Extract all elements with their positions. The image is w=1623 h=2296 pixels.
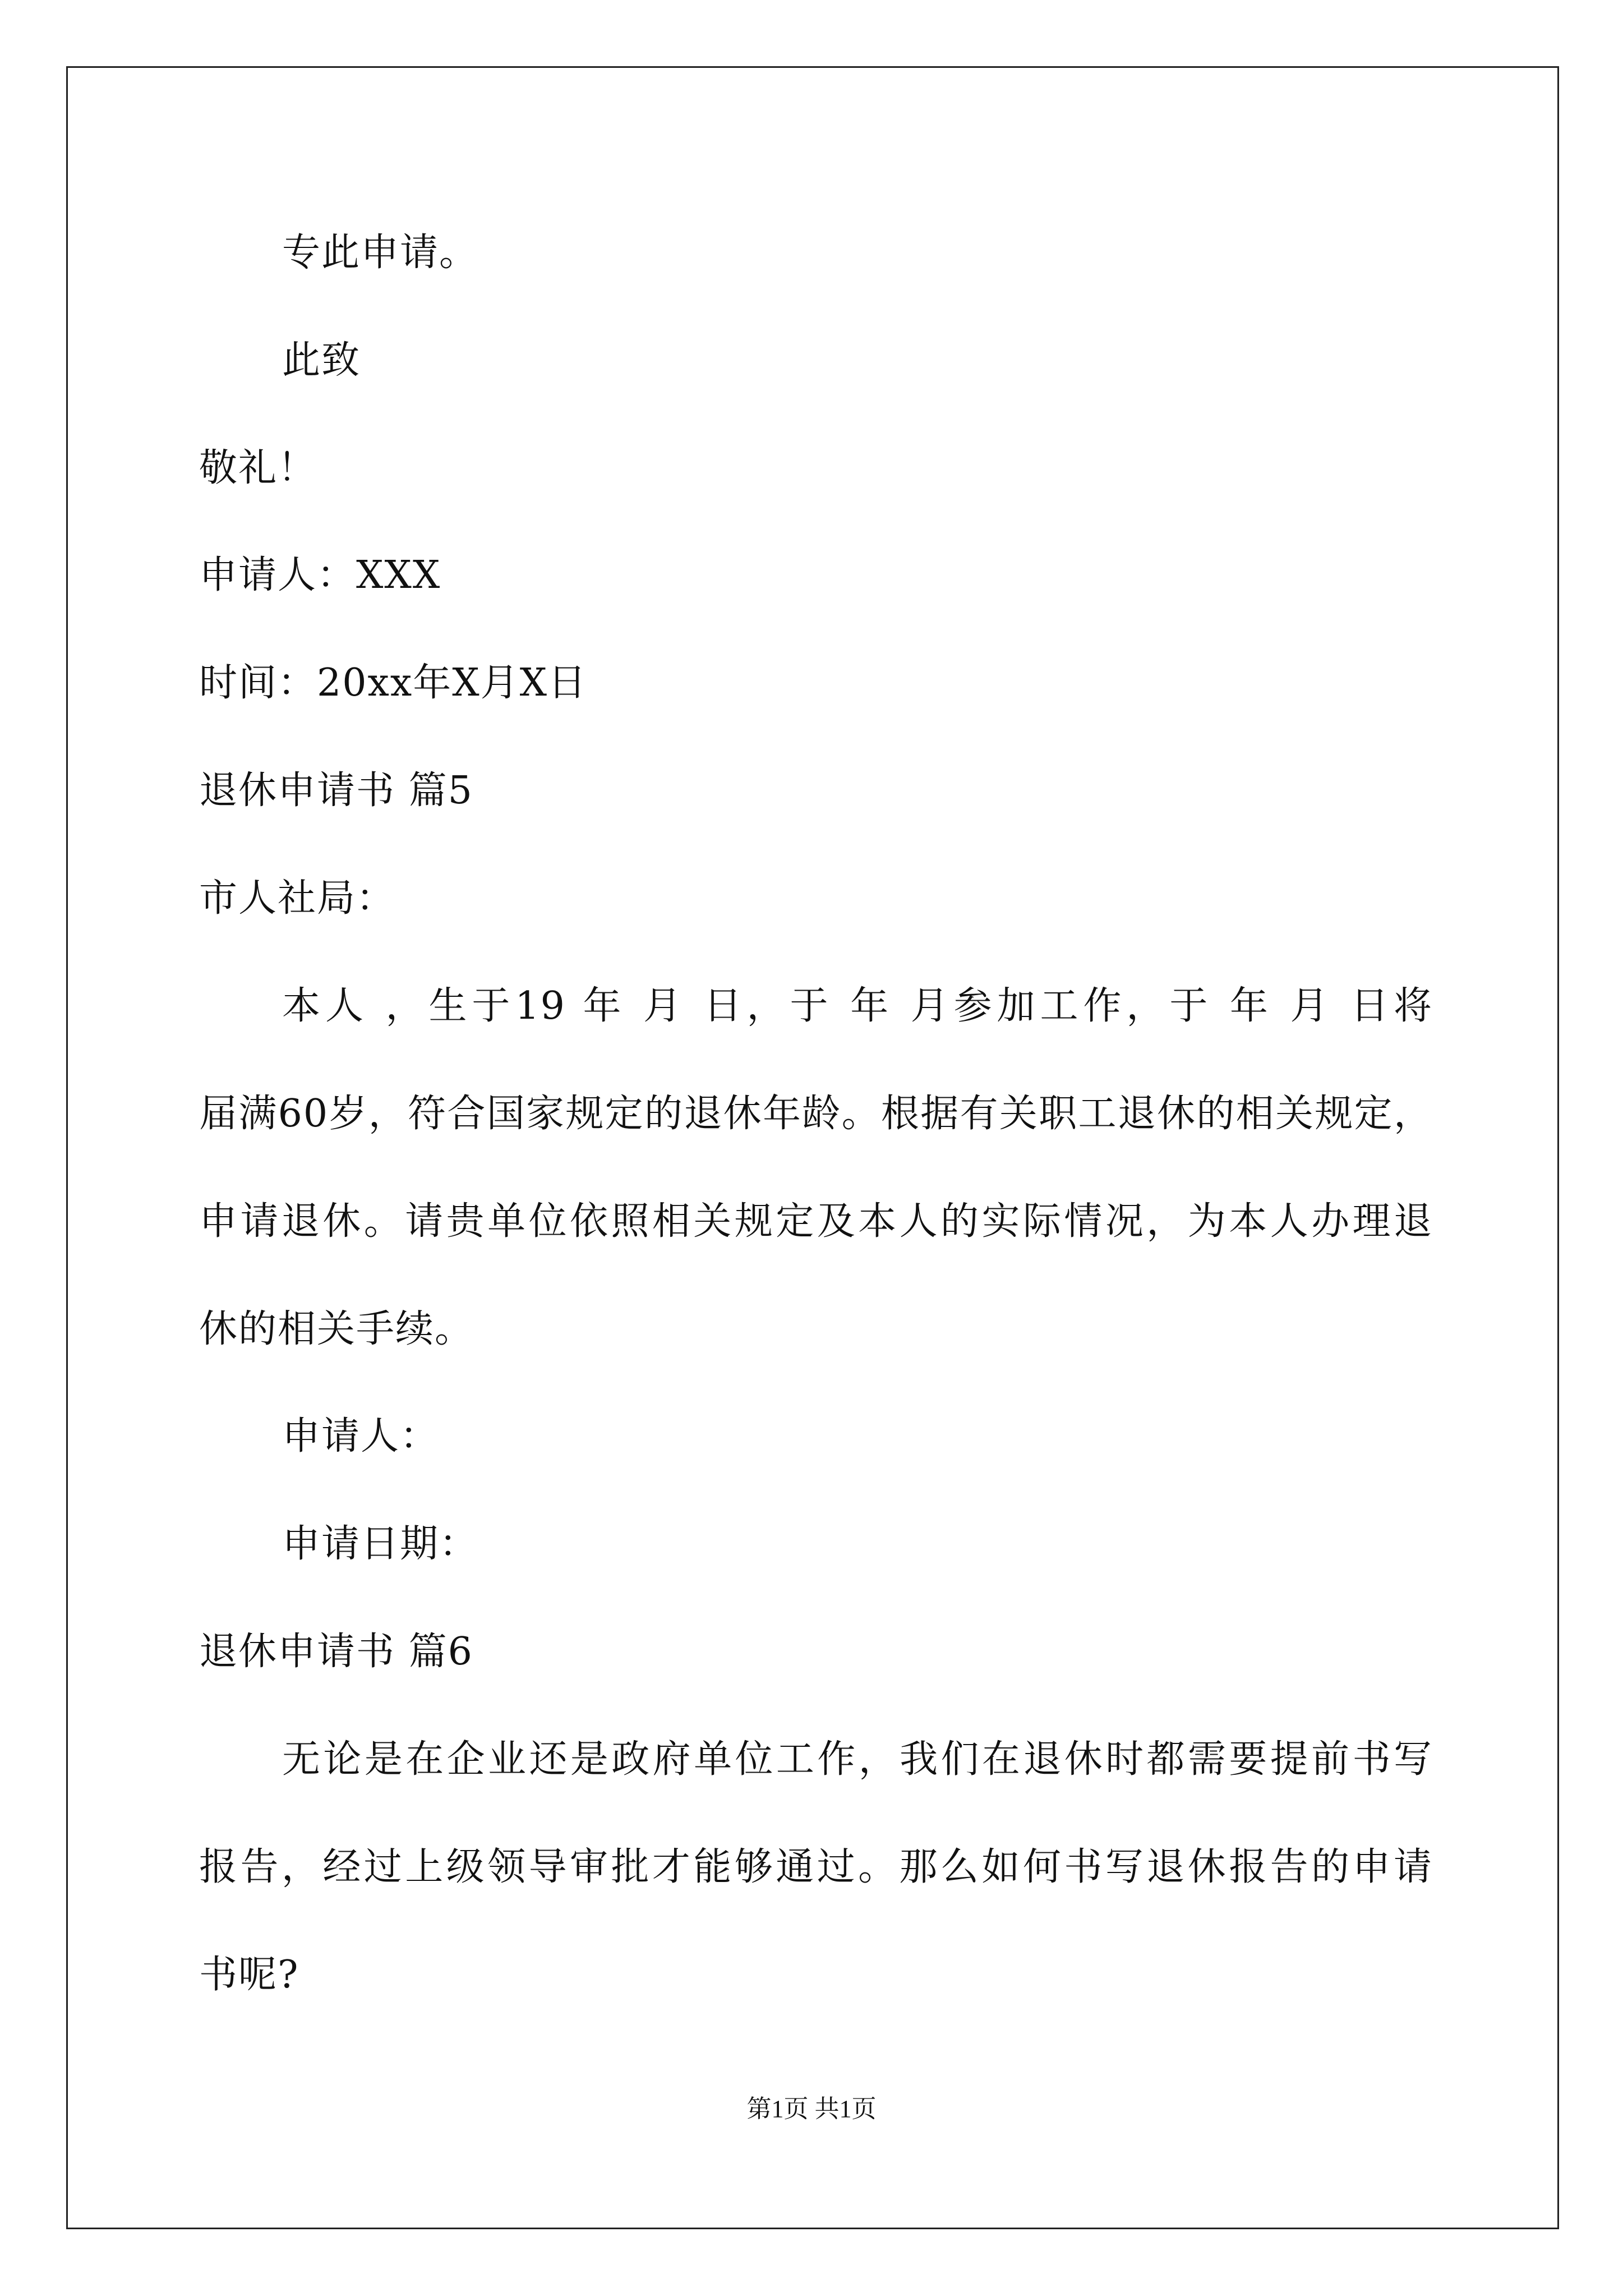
paragraph-line	[199, 1199, 1433, 1244]
paragraph-line	[282, 1737, 1433, 1782]
paragraph-line: 休的相关手续。	[199, 1307, 474, 1351]
applicant-line: 申请人：XXX	[199, 553, 441, 597]
paragraph-line	[199, 1092, 1433, 1137]
section-heading-5: 退休申请书 篇5	[199, 769, 473, 813]
paragraph-line: 书呢?	[199, 1953, 299, 1997]
closing-line: 专此申请。	[282, 231, 479, 275]
signature-applicant-line: 申请人：	[282, 1414, 440, 1458]
regards-line: 敬礼！	[199, 446, 317, 490]
salutation-line: 此致	[282, 338, 361, 383]
paragraph-line	[282, 984, 1433, 1029]
section-heading-6: 退休申请书 篇6	[199, 1630, 473, 1674]
page-border	[66, 66, 1559, 2229]
paragraph-text: 届满60岁，符合国家规定的退休年龄。根据有关职工退休的相关规定，	[199, 1092, 1433, 1136]
date-line: 时间：20xx年X月X日	[199, 661, 588, 705]
paragraph-line	[199, 1845, 1433, 1890]
paragraph-text: 无论是在企业还是政府单位工作，我们在退休时都需要提前书写	[282, 1737, 1433, 1782]
paragraph-text: 申请退休。请贵单位依照相关规定及本人的实际情况，为本人办理退	[199, 1199, 1433, 1244]
addressee-line: 市人社局：	[199, 876, 396, 921]
paragraph-text: 报告，经过上级领导审批才能够通过。那么如何书写退休报告的申请	[199, 1845, 1433, 1889]
page-footer: 第1页 共1页	[746, 2095, 877, 2123]
signature-date-line: 申请日期：	[282, 1522, 479, 1566]
paragraph-text: 本人 ，生于19 年 月 日，于 年 月参加工作，于 年 月 日将	[282, 984, 1433, 1028]
